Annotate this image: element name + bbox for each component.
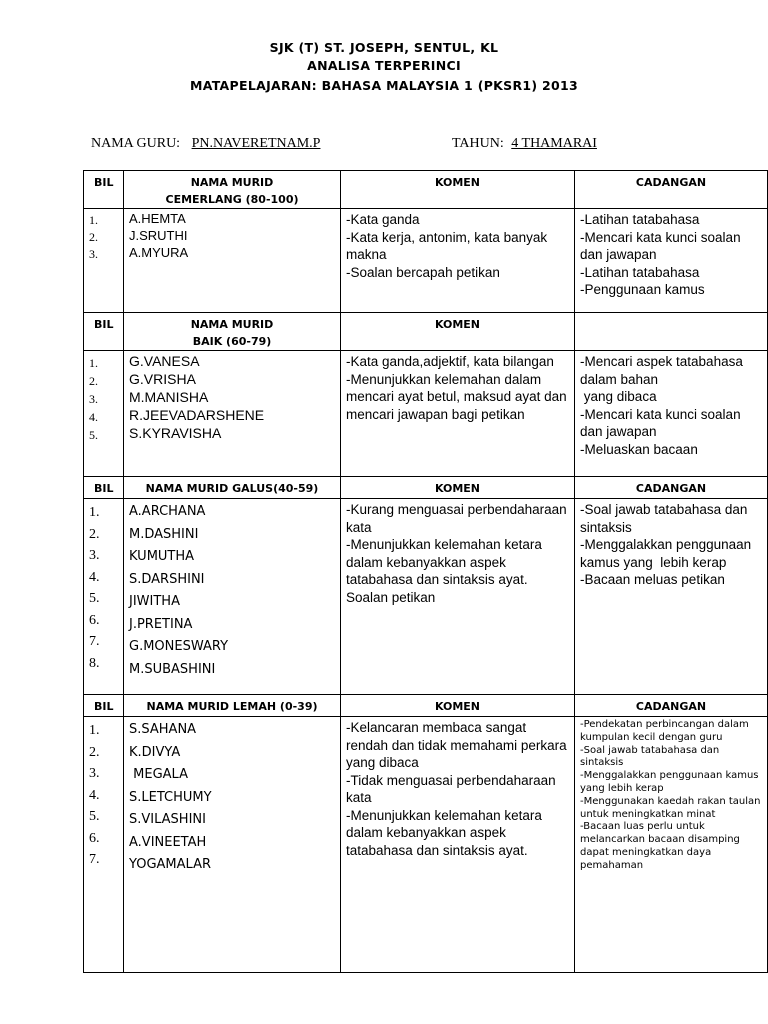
bil-numbers bbox=[84, 209, 124, 313]
cadangan-line: -Mencari kata kunci soalan dan jawapan bbox=[580, 406, 745, 439]
cadangan-cell bbox=[575, 717, 768, 973]
header-bil: BIL bbox=[84, 313, 124, 351]
student-name: A.HEMTA bbox=[129, 211, 186, 226]
student-name: MEGALA bbox=[129, 767, 188, 782]
class-name: 4 THAMARAI bbox=[511, 136, 597, 151]
row-number: 4. bbox=[89, 410, 98, 424]
student-names bbox=[124, 209, 341, 313]
student-names bbox=[124, 351, 341, 477]
bil-numbers bbox=[84, 499, 124, 695]
komen-line: -Kurang menguasai perbendaharaan kata bbox=[346, 502, 567, 535]
header-name-line1: NAMA MURID bbox=[190, 176, 274, 189]
header-nama-murid bbox=[124, 313, 341, 351]
header-bil: BIL bbox=[84, 477, 124, 499]
header-komen: KOMEN bbox=[341, 695, 575, 717]
row-number: 2. bbox=[89, 230, 98, 244]
row-number: 1. bbox=[89, 723, 100, 738]
komen-line: -Kata ganda,adjektif, kata bilangan bbox=[346, 354, 554, 369]
row-number: 1. bbox=[89, 356, 98, 370]
year-label: TAHUN: bbox=[452, 136, 504, 151]
student-name: R.JEEVADARSHENE bbox=[129, 407, 265, 423]
row-number: 1. bbox=[89, 505, 100, 520]
school-name: SJK (T) ST. JOSEPH, SENTUL, KL bbox=[269, 40, 499, 55]
student-name: M.MANISHA bbox=[129, 389, 209, 405]
student-name: M.DASHINI bbox=[129, 526, 199, 542]
student-names bbox=[124, 717, 341, 973]
section-header-lemah bbox=[84, 695, 768, 717]
komen-cell bbox=[341, 351, 575, 477]
student-name: S.VILASHINI bbox=[129, 812, 206, 827]
student-name: J.PRETINA bbox=[129, 616, 193, 632]
student-name: S.KYRAVISHA bbox=[129, 425, 222, 441]
student-names bbox=[124, 499, 341, 695]
subject-line: MATAPELAJARAN: BAHASA MALAYSIA 1 (PKSR1) 2013 bbox=[189, 78, 579, 93]
student-name: JIWITHA bbox=[129, 594, 180, 609]
komen-line: -Menunjukkan kelemahan ketara dalam kebanyakkan aspek tatabahasa dan sintaksis ayat. bbox=[346, 807, 542, 858]
komen-line: -Kelancaran membaca sangat rendah dan tidak memahami perkara yang dibaca bbox=[346, 720, 567, 770]
section-body-galus bbox=[84, 499, 768, 695]
student-name: M.SUBASHINI bbox=[129, 661, 216, 677]
row-number: 2. bbox=[89, 744, 100, 760]
row-number: 8. bbox=[89, 655, 100, 671]
cadangan-line: -Meluaskan bacaan bbox=[580, 441, 698, 457]
header-cadangan: CADANGAN bbox=[575, 695, 768, 717]
row-number: 1. bbox=[89, 213, 98, 227]
cadangan-line: -Mencari aspek tatabahasa dalam bahan bbox=[580, 354, 747, 387]
header-cadangan bbox=[575, 313, 768, 351]
student-name: G.VRISHA bbox=[129, 371, 196, 387]
cadangan-line: -Bacaan luas perlu untuk melancarkan bacaan disamping dapat meningkatkan daya pemahaman bbox=[580, 821, 744, 871]
student-name: G.MONESWARY bbox=[129, 639, 229, 654]
teacher-name: PN.NAVERETNAM.P bbox=[191, 136, 321, 151]
row-number: 3. bbox=[89, 247, 98, 261]
row-number: 3. bbox=[89, 548, 100, 563]
header-nama-murid bbox=[124, 477, 341, 499]
header-bil: BIL bbox=[84, 695, 124, 717]
cadangan-line: -Soal jawab tatabahasa dan sintaksis bbox=[580, 744, 723, 769]
student-name: S.SAHANA bbox=[129, 722, 197, 737]
student-name: A.ARCHANA bbox=[129, 504, 206, 519]
komen-line: -Tidak menguasai perbendaharaan kata bbox=[346, 772, 556, 805]
cadangan-line: -Menggalakkan penggunaan kamus yang lebih kerap bbox=[580, 537, 755, 570]
cadangan-line: -Soal jawab tatabahasa dan sintaksis bbox=[580, 502, 752, 535]
cadangan-line: -Penggunaan kamus bbox=[580, 282, 705, 297]
komen-line: -Soalan bercapah petikan bbox=[346, 264, 500, 280]
komen-cell bbox=[341, 209, 575, 313]
row-number: 6. bbox=[89, 830, 100, 846]
cadangan-line: -Menggalakkan penggunaan kamus yang lebih kerap bbox=[580, 770, 762, 794]
section-body-baik bbox=[84, 351, 768, 477]
student-name: J.SRUTHI bbox=[129, 228, 188, 243]
header-komen: KOMEN bbox=[341, 171, 575, 209]
header-komen: KOMEN bbox=[341, 313, 575, 351]
header-bil: BIL bbox=[84, 171, 124, 209]
row-number: 5. bbox=[89, 809, 100, 824]
komen-cell bbox=[341, 499, 575, 695]
cadangan-line: -Latihan tatabahasa bbox=[580, 264, 700, 280]
row-number: 5. bbox=[89, 591, 100, 606]
row-number: 7. bbox=[89, 634, 100, 649]
komen-line: -Menunjukkan kelemahan ketara dalam kebanyakkan aspek tatabahasa dan sintaksis ayat. Soalan petikan bbox=[346, 537, 542, 605]
komen-line: -Kata kerja, antonim, kata banyak makna bbox=[346, 229, 548, 262]
section-header-baik bbox=[84, 313, 768, 351]
cadangan-line: -Menggunakan kaedah rakan taulan untuk meningkatkan minat bbox=[580, 795, 764, 820]
row-number: 7. bbox=[89, 852, 100, 867]
row-number: 2. bbox=[89, 526, 100, 542]
komen-cell bbox=[341, 717, 575, 973]
header-name-line2: BAIK (60-79) bbox=[192, 335, 272, 348]
bil-numbers bbox=[84, 717, 124, 973]
section-header-galus bbox=[84, 477, 768, 499]
student-name: S.DARSHINI bbox=[129, 571, 205, 587]
row-number: 4. bbox=[89, 787, 100, 803]
cadangan-line: -Latihan tatabahasa bbox=[580, 212, 700, 227]
header-name-line2: CEMERLANG (80-100) bbox=[165, 193, 299, 206]
cadangan-cell bbox=[575, 351, 768, 477]
year-info bbox=[452, 136, 597, 152]
header-name-line1: NAMA MURID LEMAH (0-39) bbox=[146, 700, 318, 713]
student-name: YOGAMALAR bbox=[129, 857, 212, 872]
row-number: 3. bbox=[89, 766, 100, 781]
student-name: S.LETCHUMY bbox=[129, 789, 212, 805]
cadangan-cell bbox=[575, 499, 768, 695]
header-cadangan: CADANGAN bbox=[575, 477, 768, 499]
document-title: ANALISA TERPERINCI bbox=[307, 58, 461, 73]
header-cadangan: CADANGAN bbox=[575, 171, 768, 209]
cadangan-cell bbox=[575, 209, 768, 313]
student-name: A.MYURA bbox=[129, 245, 189, 260]
komen-line: -Menunjukkan kelemahan dalam mencari ayat betul, maksud ayat dan mencari jawapan bagi petikan bbox=[346, 371, 567, 422]
analysis-table bbox=[83, 170, 768, 973]
row-number: 4. bbox=[89, 569, 100, 585]
cadangan-line: yang dibaca bbox=[580, 389, 657, 404]
header-name-line1: NAMA MURID bbox=[190, 318, 274, 331]
row-number: 6. bbox=[89, 612, 100, 628]
cadangan-line: -Bacaan meluas petikan bbox=[580, 572, 725, 587]
header-nama-murid bbox=[124, 171, 341, 209]
teacher-label: NAMA GURU: bbox=[91, 136, 181, 151]
section-body-cemerlang bbox=[84, 209, 768, 313]
cadangan-line: -Pendekatan perbincangan dalam kumpulan kecil dengan guru bbox=[580, 719, 752, 743]
student-name: A.VINEETAH bbox=[129, 834, 207, 850]
row-number: 2. bbox=[89, 374, 98, 388]
header-nama-murid bbox=[124, 695, 341, 717]
header-name-line1: NAMA MURID GALUS(40-59) bbox=[145, 482, 319, 495]
teacher-info bbox=[91, 136, 320, 152]
student-name: K.DIVYA bbox=[129, 744, 181, 760]
student-name: KUMUTHA bbox=[129, 549, 195, 564]
student-name: G.VANESA bbox=[129, 353, 200, 369]
header-komen: KOMEN bbox=[341, 477, 575, 499]
section-body-lemah bbox=[84, 717, 768, 973]
komen-line: -Kata ganda bbox=[346, 212, 420, 227]
row-number: 3. bbox=[89, 392, 98, 406]
bil-numbers bbox=[84, 351, 124, 477]
section-header-cemerlang bbox=[84, 171, 768, 209]
cadangan-line: -Mencari kata kunci soalan dan jawapan bbox=[580, 229, 745, 262]
row-number: 5. bbox=[89, 428, 98, 442]
